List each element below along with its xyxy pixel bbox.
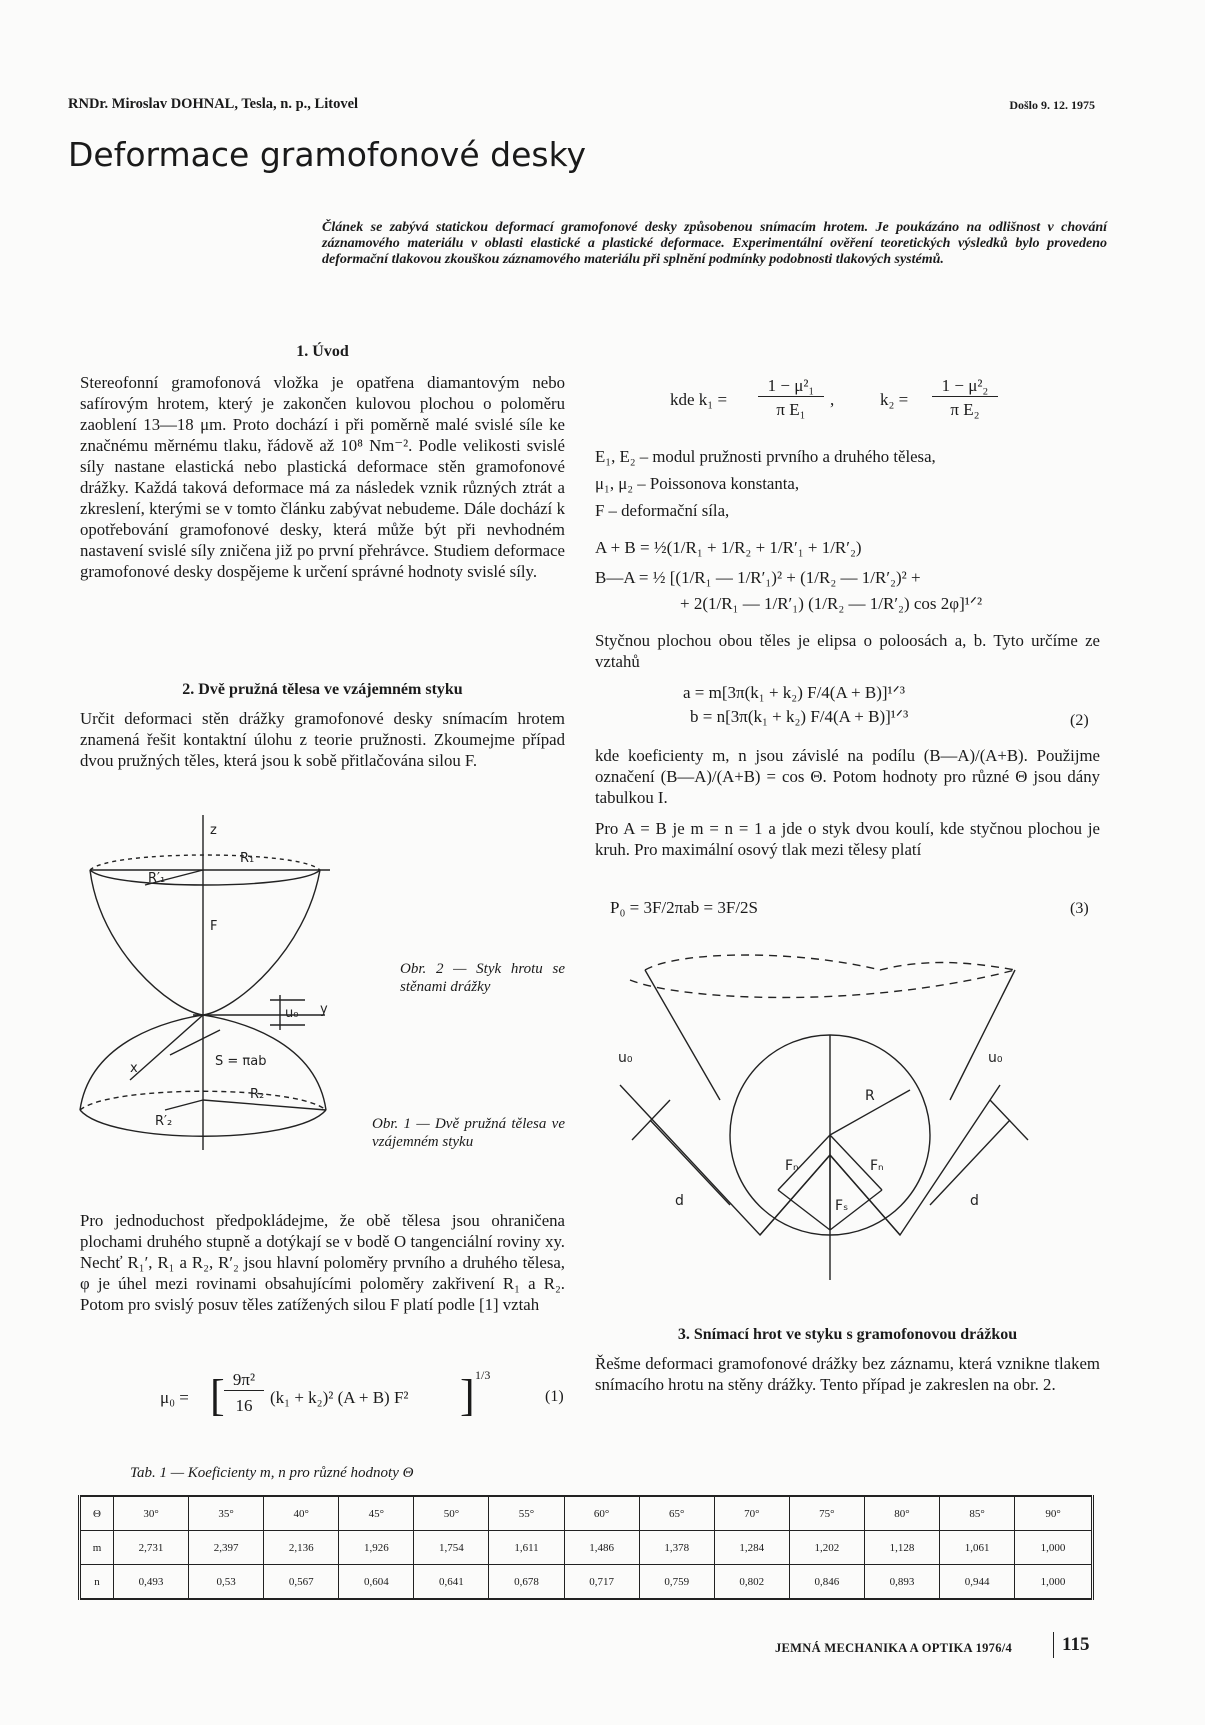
fig2-label-fn-right: Fₙ bbox=[870, 1158, 884, 1174]
section-2-text-2: Pro jednoduchost předpokládejme, že obě tělesa jsou ohraničena plochami druhého stupně a dotýkají se v bodě O tangenciální roviny xy. Nechť R₁′, R₁ a R₂, R′₂ jsou hlavní poloměry prvního a druhého tělesa, φ je úhel mezi rovinami obsahujícími poloměry zakřivení R₁ a R₂. Potom pro svislý posuv těles zatížených silou F platí podle [1] vztah bbox=[80, 1211, 565, 1314]
table-cell: 1,128 bbox=[864, 1531, 939, 1565]
k2-label: k₂ = bbox=[880, 390, 909, 409]
table-cell: 55° bbox=[489, 1496, 564, 1531]
eq1-den: 16 bbox=[235, 1396, 253, 1415]
section-3-text: Řešme deformaci gramofonové drážky bez záznamu, která vznikne tlakem snímacího hrotu na stěny drážky. Tento případ je zakreslen na obr. 2. bbox=[595, 1354, 1100, 1394]
table-cell: 0,641 bbox=[414, 1565, 489, 1600]
table-cell: 0,493 bbox=[113, 1565, 188, 1600]
eq-b-minus-a-2: + 2(1/R₁ — 1/R′₁) (1/R₂ — 1/R′₂) cos 2φ]¹ᐟ² bbox=[680, 594, 983, 613]
table-cell: 2,731 bbox=[113, 1531, 188, 1565]
table-cell: 0,759 bbox=[639, 1565, 714, 1600]
table-cell: 1,926 bbox=[339, 1531, 414, 1565]
table-row-n bbox=[80, 1565, 1093, 1600]
table-cell: 30° bbox=[113, 1496, 188, 1531]
table-cell: Θ bbox=[80, 1496, 114, 1531]
journal-footer: JEMNÁ MECHANIKA A OPTIKA 1976/4 bbox=[775, 1641, 1013, 1655]
def-mu: μ₁, μ₂ – Poissonova konstanta, bbox=[595, 474, 800, 493]
table-cell: 65° bbox=[639, 1496, 714, 1531]
eq-3: P₀ = 3F/2πab = 3F/2S bbox=[610, 898, 758, 917]
fig2-label-r: R bbox=[865, 1088, 875, 1104]
table-cell: 2,136 bbox=[264, 1531, 339, 1565]
fig1-label-r1: R₁ bbox=[240, 851, 255, 866]
fig2-label-u0-right: u₀ bbox=[988, 1050, 1003, 1066]
received-date: Došlo 9. 12. 1975 bbox=[1009, 98, 1095, 112]
table-cell: 50° bbox=[414, 1496, 489, 1531]
eq1-number: (1) bbox=[545, 1388, 564, 1405]
table-cell: m bbox=[80, 1531, 114, 1565]
abstract: Článek se zabývá statickou deformací gramofonové desky způsobenou snímacím hrotem. Je poukázáno na odlišnost v chování záznamového materiálu v oblasti elastické a plastické deformace. Experimentální ověření teoretických výsledků bylo provedeno deformační tlakovou zkouškou záznamového materiálu při splnění podmínky podobnosti tlakových systémů. bbox=[322, 220, 1107, 267]
coefficient-table bbox=[78, 1495, 1094, 1600]
table-caption: Tab. 1 — Koeficienty m, n pro různé hodnoty Θ bbox=[130, 1465, 414, 1481]
coefficient-text: kde koeficienty m, n jsou závislé na podílu (B—A)/(A+B). Použijme označení (B—A)/(A+B) = cos Θ. Potom hodnoty pro různé Θ jsou dány tabulkou I. bbox=[595, 746, 1100, 807]
def-e: E₁, E₂ – modul pružnosti prvního a druhého tělesa, bbox=[595, 447, 936, 466]
equation-1: μ₀ = [ 9π² 16 (k₁ + k₂)² (A + B) F² ] 1/3 (1) bbox=[160, 1368, 564, 1420]
eq-3-number: (3) bbox=[1070, 900, 1089, 917]
fig1-label-z: z bbox=[210, 823, 217, 838]
figure-2-stylus-in-groove bbox=[620, 940, 1020, 1285]
table-cell: 0,678 bbox=[489, 1565, 564, 1600]
table-cell: 70° bbox=[714, 1496, 789, 1531]
fig1-label-y: y bbox=[320, 1002, 328, 1017]
k2-num: 1 − μ²₂ bbox=[932, 376, 998, 397]
table-cell: 0,604 bbox=[339, 1565, 414, 1600]
table-cell: 2,397 bbox=[189, 1531, 264, 1565]
article-title: Deformace gramofonové desky bbox=[68, 135, 587, 174]
table-cell: n bbox=[80, 1565, 114, 1600]
section-1-heading: 1. Úvod bbox=[296, 343, 349, 360]
figure-1-caption: Obr. 1 — Dvě pružná tělesa ve vzájemném styku bbox=[372, 1116, 565, 1150]
eq-2b: b = n[3π(k₁ + k₂) F/4(A + B)]¹ᐟ³ bbox=[690, 707, 909, 726]
eq1-num: 9π² bbox=[224, 1370, 264, 1391]
fig2-label-d-right: d bbox=[970, 1193, 979, 1209]
table-header-row bbox=[80, 1496, 1093, 1531]
table-cell: 35° bbox=[189, 1496, 264, 1531]
section-3-heading: 3. Snímací hrot ve styku s gramofonovou drážkou bbox=[677, 1326, 1018, 1343]
fig2-label-d-left: d bbox=[675, 1193, 684, 1209]
table-cell: 1,378 bbox=[639, 1531, 714, 1565]
fig2-label-fn-left: Fₙ bbox=[785, 1158, 799, 1174]
fig1-label-r2: R₂ bbox=[250, 1087, 265, 1102]
fig1-label-f: F bbox=[210, 919, 218, 934]
fig1-label-x: x bbox=[130, 1061, 138, 1076]
k1-den: π E₁ bbox=[776, 400, 806, 419]
k1-label: kde k₁ = bbox=[670, 390, 728, 409]
ellipse-text: Styčnou plochou obou těles je elipsa o poloosách a, b. Tyto určíme ze vztahů bbox=[595, 631, 1100, 671]
table-cell: 0,53 bbox=[189, 1565, 264, 1600]
fig2-label-fs: Fₛ bbox=[835, 1198, 849, 1214]
eq1-exp: 1/3 bbox=[475, 1368, 491, 1382]
section-2-heading: 2. Dvě pružná tělesa ve vzájemném styku bbox=[182, 681, 463, 698]
table-cell: 0,893 bbox=[864, 1565, 939, 1600]
fig1-label-u0: u₀ bbox=[285, 1006, 299, 1021]
table-cell: 85° bbox=[940, 1496, 1015, 1531]
eq-2-number: (2) bbox=[1070, 712, 1089, 729]
table-cell: 0,567 bbox=[264, 1565, 339, 1600]
table-cell: 1,202 bbox=[789, 1531, 864, 1565]
table-cell: 45° bbox=[339, 1496, 414, 1531]
k1-num: 1 − μ²₁ bbox=[758, 376, 824, 397]
eq-2a: a = m[3π(k₁ + k₂) F/4(A + B)]¹ᐟ³ bbox=[683, 683, 905, 702]
eq-a-plus-b: A + B = ½(1/R₁ + 1/R₂ + 1/R′₁ + 1/R′₂) bbox=[595, 538, 862, 557]
fig1-label-r2p: R′₂ bbox=[155, 1114, 173, 1129]
fig2-label-u0-left: u₀ bbox=[618, 1050, 633, 1066]
footer-divider bbox=[1053, 1632, 1054, 1658]
fig1-label-r1p: R′₁ bbox=[148, 871, 166, 886]
variable-definitions bbox=[595, 443, 1095, 524]
table-cell: 80° bbox=[864, 1496, 939, 1531]
figure-2-caption: Obr. 2 — Styk hrotu se stěnami drážky bbox=[400, 961, 565, 995]
table-cell: 1,611 bbox=[489, 1531, 564, 1565]
table-cell: 0,944 bbox=[940, 1565, 1015, 1600]
table-cell: 1,486 bbox=[564, 1531, 639, 1565]
table-cell: 75° bbox=[789, 1496, 864, 1531]
table-row-m bbox=[80, 1531, 1093, 1565]
figure-1-contact-bodies bbox=[70, 810, 380, 1170]
fig1-label-s: S = πab bbox=[215, 1054, 267, 1069]
k-definition: kde k₁ = 1 − μ²₁ π E₁ , k₂ = 1 − μ²₂ π E₂ bbox=[670, 376, 1070, 426]
table-cell: 1,000 bbox=[1015, 1531, 1093, 1565]
table-cell: 0,846 bbox=[789, 1565, 864, 1600]
eq1-rest: (k₁ + k₂)² (A + B) F² bbox=[270, 1388, 409, 1407]
author-line: RNDr. Miroslav DOHNAL, Tesla, n. p., Litovel bbox=[68, 96, 359, 112]
eq1-lhs: μ₀ = bbox=[160, 1388, 189, 1407]
table-cell: 90° bbox=[1015, 1496, 1093, 1531]
table-cell: 0,802 bbox=[714, 1565, 789, 1600]
section-2-text: Určit deformaci stěn drážky gramofonové desky snímacím hrotem znamená řešit kontaktní úlohu z teorie pružnosti. Zkoumejme případ dvou pružných těles, která jsou k sobě přitlačována silou F. bbox=[80, 709, 565, 770]
table-cell: 1,061 bbox=[940, 1531, 1015, 1565]
k2-den: π E₂ bbox=[950, 400, 980, 419]
table-cell: 60° bbox=[564, 1496, 639, 1531]
two-balls-text: Pro A = B je m = n = 1 a jde o styk dvou koulí, kde styčnou plochou je kruh. Pro maximální osový tlak mezi tělesy platí bbox=[595, 819, 1100, 859]
page-number: 115 bbox=[1062, 1634, 1090, 1655]
table-cell: 1,754 bbox=[414, 1531, 489, 1565]
table-cell: 40° bbox=[264, 1496, 339, 1531]
table-cell: 1,284 bbox=[714, 1531, 789, 1565]
eq-b-minus-a-1: B—A = ½ [(1/R₁ — 1/R′₁)² + (1/R₂ — 1/R′₂)² + bbox=[595, 568, 921, 587]
table-cell: 1,000 bbox=[1015, 1565, 1093, 1600]
def-f: F – deformační síla, bbox=[595, 501, 730, 520]
table-cell: 0,717 bbox=[564, 1565, 639, 1600]
section-1-text: Stereofonní gramofonová vložka je opatřena diamantovým nebo safírovým hrotem, který je zakončen kulovou plochou o poloměru zaoblení 13—18 μm. Proto dochází i při poměrně malé svislé síle ke značnému měrnému tlaku, řádově až 10⁸ Nm⁻². Podle velikosti svislé síly nastane elastická nebo plastická deformace stěn gramofonové drážky. Každá taková deformace má za následek vznik různých ztrát a zkreslení, kterými se v tomto článku zabývat nebudeme. Dále dochází k opotřebování gramofonové desky, která může být při nevhodném nastavení svislé síly zničena již po první přehrávce. Studiem deformace gramofonové desky dospějeme k určení správné hodnoty svislé síly. bbox=[80, 373, 565, 581]
